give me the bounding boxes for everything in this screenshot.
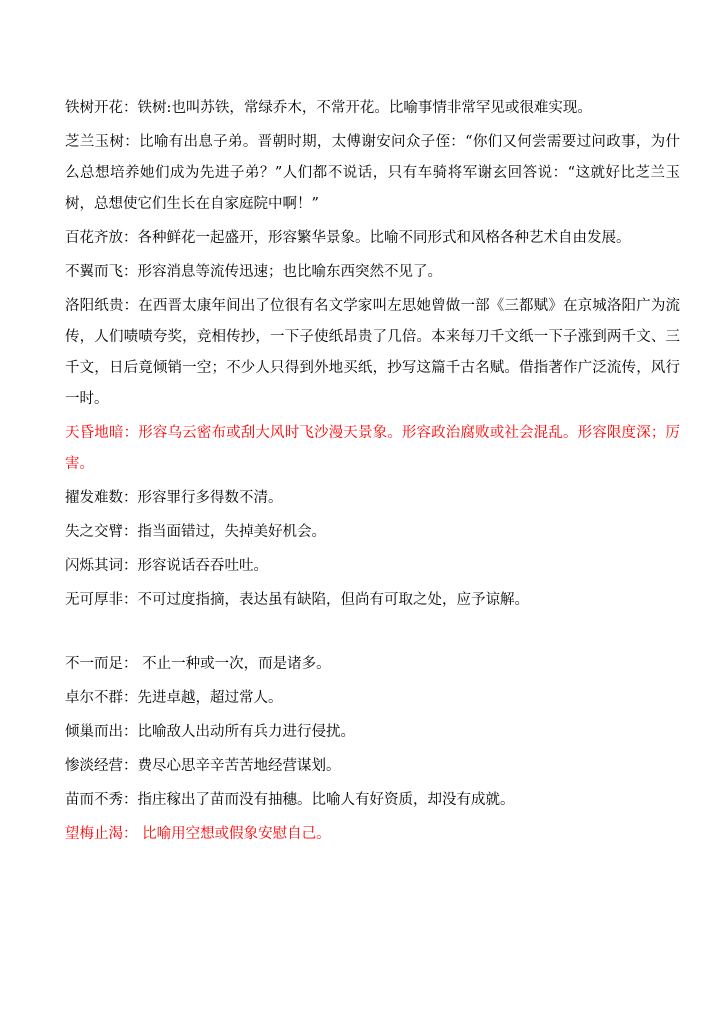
idiom-entry-zhuoer: 卓尔不群：先进卓越，超过常人。 bbox=[65, 690, 283, 706]
idiom-list-1 bbox=[65, 93, 680, 616]
idiom-entry-buyier: 不一而足： 不止一种或一次，而是诸多。 bbox=[65, 656, 331, 672]
idiom-entry-shanshuo: 闪烁其词：形容说话吞吞吐吐。 bbox=[65, 558, 268, 574]
idiom-entry-shizhi: 失之交臂：指当面错过，失掉美好机会。 bbox=[65, 524, 326, 540]
idiom-entry-wuke: 无可厚非：不可过度指摘，表达虽有缺陷，但尚有可取之处，应予谅解。 bbox=[65, 592, 529, 608]
idiom-entry-buyi: 不翼而飞：形容消息等流传迅速；也比喻东西突然不见了。 bbox=[65, 264, 442, 280]
idiom-entry-candan: 惨淡经营：费尽心思辛辛苦苦地经营谋划。 bbox=[65, 758, 341, 774]
idiom-entry-luoyang: 洛阳纸贵：在西晋太康年间出了位很有名文学家叫左思她曾做一部《三都赋》在京城洛阳广为流传，人们啧啧夸奖，竞相传抄，一下子使纸昂贵了几倍。本来每刀千文纸一下子涨到两千文、三千文，日后竟倾销一空；不少人只得到外地买纸，抄写这篇千古名赋。借指著作广泛流传，风行一时。 bbox=[65, 298, 680, 407]
idiom-entry-wangmei: 望梅止渴： 比喻用空想或假象安慰自己。 bbox=[65, 826, 331, 842]
section-gap bbox=[65, 619, 680, 649]
idiom-entry-baihua: 百花齐放：各种鲜花一起盛开，形容繁华景象。比喻不同形式和风格各种艺术自由发展。 bbox=[65, 230, 631, 246]
idiom-entry-tieshu: 铁树开花：铁树:也叫苏铁，常绿乔木，不常开花。比喻事情非常罕见或很难实现。 bbox=[65, 100, 592, 116]
idiom-list-2 bbox=[65, 649, 680, 850]
idiom-entry-miaoer: 苗而不秀：指庄稼出了苗而没有抽穗。比喻人有好资质，却没有成就。 bbox=[65, 792, 515, 808]
idiom-entry-qingchao: 倾巢而出：比喻敌人出动所有兵力进行侵扰。 bbox=[65, 724, 355, 740]
idiom-entry-tianhun: 天昏地暗：形容乌云密布或刮大风时飞沙漫天景象。形容政治腐败或社会混乱。形容限度深；厉害。 bbox=[65, 425, 680, 472]
idiom-entry-zhuofa: 擢发难数：形容罪行多得数不清。 bbox=[65, 490, 283, 506]
idiom-entry-zhilan: 芝兰玉树：比喻有出息子弟。晋朝时期，太傅谢安问众子侄：“你们又何尝需要过问政事，为什么总想培养她们成为先进子弟？”人们都不说话，只有车骑将军谢玄回答说：“这就好比芝兰玉树，总想使它们生长在自家庭院中啊！” bbox=[65, 134, 680, 212]
